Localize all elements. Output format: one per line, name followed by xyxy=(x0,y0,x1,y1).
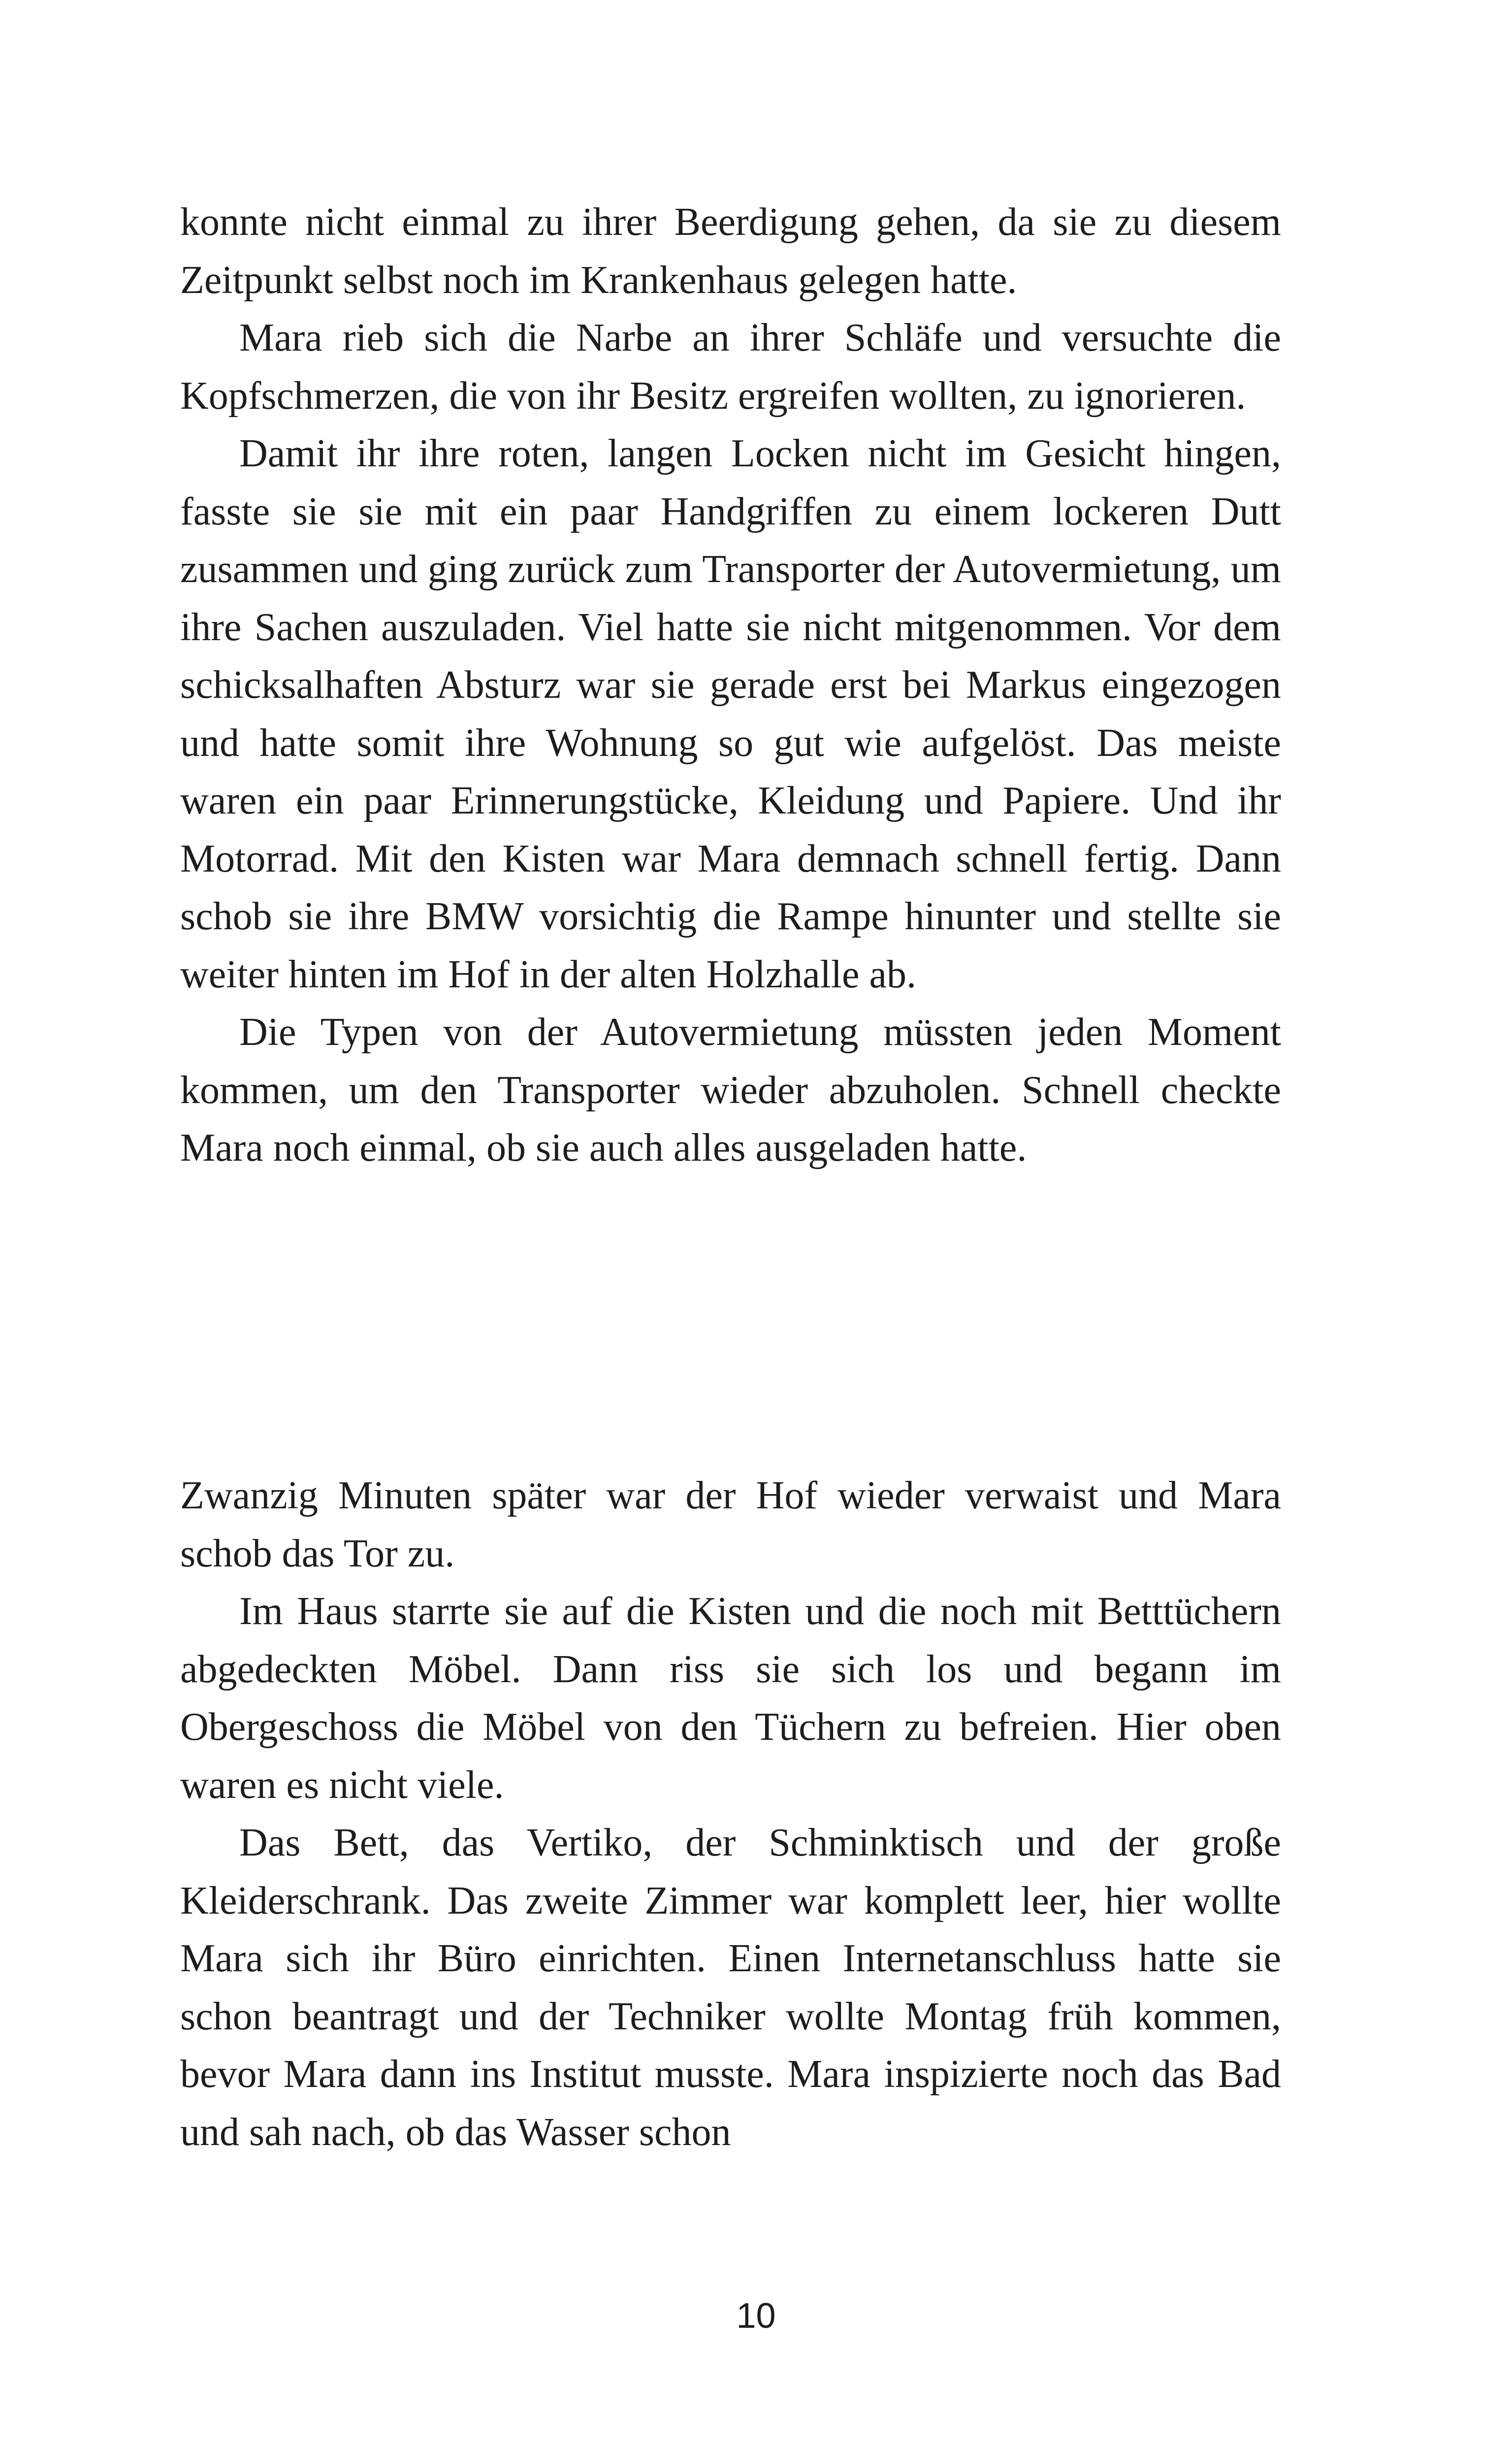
text-section-1 xyxy=(180,194,1281,1177)
paragraph: Damit ihr ihre roten, langen Locken nicht im Gesicht hingen, fasste sie sie mit ein paar Handgriffen zu einem lockeren Dutt zusammen und ging zurück zum Transporter der Autovermietung, um ihre Sachen auszuladen. Viel hatte sie nicht mitgenommen. Vor dem schicksalhaften Absturz war sie gerade erst bei Markus eingezogen und hatte somit ihre Wohnung so gut wie aufgelöst. Das meiste waren ein paar Erinnerungstücke, Kleidung und Papiere. Und ihr Motorrad. Mit den Kisten war Mara demnach schnell fertig. Dann schob sie ihre BMW vorsichtig die Rampe hinunter und stellte sie weiter hinten im Hof in der alten Holzhalle ab. xyxy=(180,432,1281,996)
paragraph: Das Bett, das Vertiko, der Schminktisch und der große Kleiderschrank. Das zweite Zimmer war komplett leer, hier wollte Mara sich ihr Büro einrichten. Einen Internetanschluss hatte sie schon beantragt und der Techniker wollte Montag früh kommen, bevor Mara dann ins Institut musste. Mara inspizierte noch das Bad und sah nach, ob das Wasser schon xyxy=(180,1821,1281,2154)
paragraph: Im Haus starrte sie auf die Kisten und die noch mit Betttüchern abgedeckten Möbel. Dann riss sie sich los und begann im Obergeschoss die Möbel von den Tüchern zu befreien. Hier oben waren es nicht viele. xyxy=(180,1590,1281,1807)
paragraph: Die Typen von der Autovermietung müssten jeden Moment kommen, um den Transporter wieder abzuholen. Schnell checkte Mara noch einmal, ob sie auch alles ausgeladen hatte. xyxy=(180,1010,1281,1170)
paragraph: Zwanzig Minuten später war der Hof wieder verwaist und Mara schob das Tor zu. xyxy=(180,1474,1281,1575)
page-number: 10 xyxy=(736,2296,776,2336)
text-section-2 xyxy=(180,1467,1281,2161)
paragraph: konnte nicht einmal zu ihrer Beerdigung gehen, da sie zu diesem Zeitpunkt selbst noch im Krankenhaus gelegen hatte. xyxy=(180,200,1281,302)
paragraph: Mara rieb sich die Narbe an ihrer Schläfe und versuchte die Kopfschmerzen, die von ihr Besitz ergreifen wollten, zu ignorieren. xyxy=(180,316,1281,418)
